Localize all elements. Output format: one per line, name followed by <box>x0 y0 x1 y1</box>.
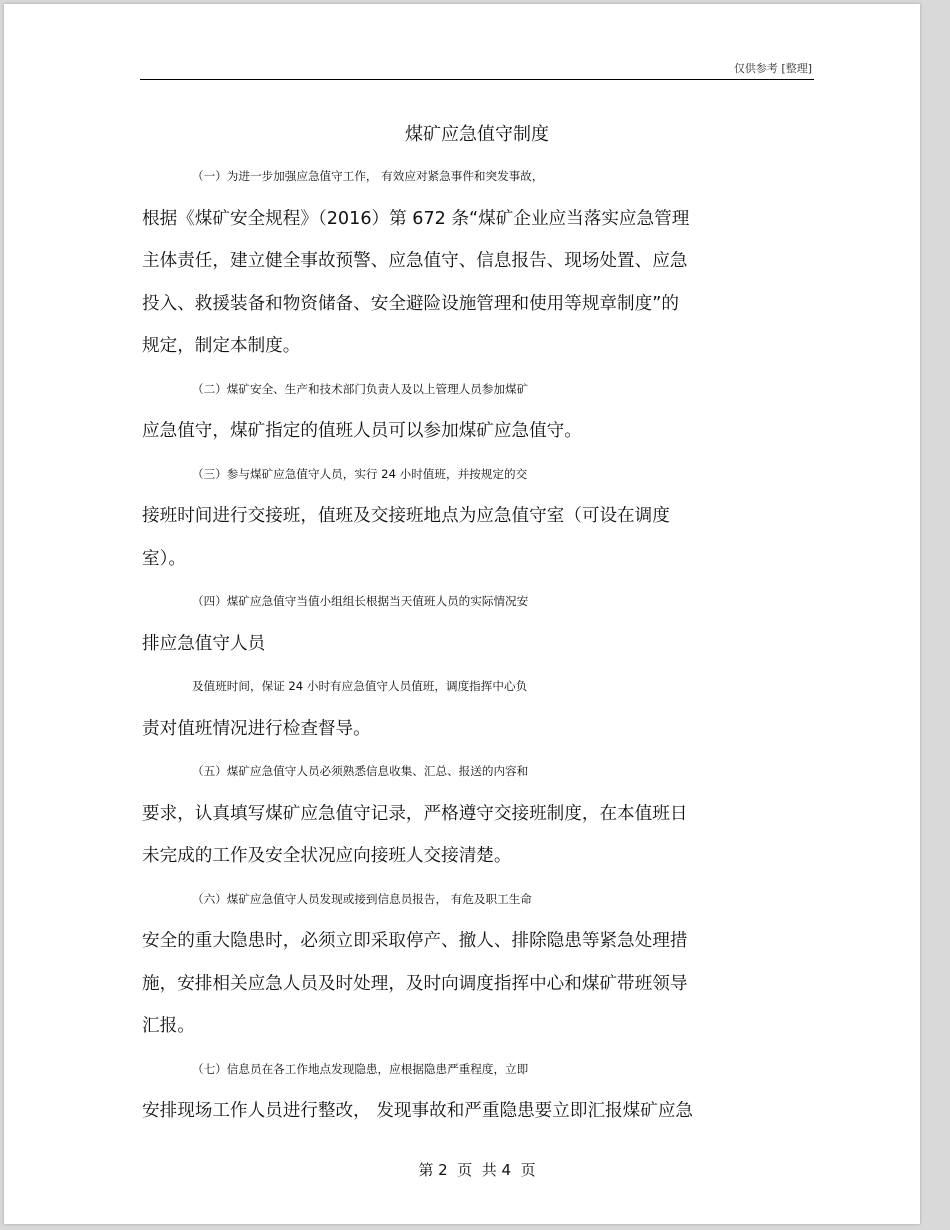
body-line: （三）参与煤矿应急值守人员，实行 24 小时值班，并按规定的交 <box>192 467 528 481</box>
body-line: 接班时间进行交接班，值班及交接班地点为应急值守室（可设在调度 <box>142 506 670 526</box>
body-line: （五）煤矿应急值守人员必须熟悉信息收集、汇总、报送的内容和 <box>192 764 529 778</box>
body-line: 汇报。 <box>142 1016 195 1036</box>
body-line: 施，安排相关应急人员及时处理，及时向调度指挥中心和煤矿带班领导 <box>142 974 688 994</box>
body-line: （六）煤矿应急值守人员发现或接到信息员报告， 有危及职工生命 <box>192 892 532 906</box>
body-line: 要求，认真填写煤矿应急值守记录，严格遵守交接班制度，在本值班日 <box>142 804 688 824</box>
body-line: （一）为进一步加强应急值守工作， 有效应对紧急事件和突发事故， <box>192 169 544 183</box>
body-line: （四）煤矿应急值守当值小组组长根据当天值班人员的实际情况安 <box>192 594 529 608</box>
body-line: 及值班时间，保证 24 小时有应急值守人员值班，调度指挥中心负 <box>192 679 528 693</box>
body-line: 应急值守，煤矿指定的值班人员可以参加煤矿应急值守。 <box>142 421 582 441</box>
page-number: 第 2 页 共 4 页 <box>418 1161 536 1179</box>
body-line: （七）信息员在各工作地点发现隐患，应根据隐患严重程度，立即 <box>192 1062 529 1076</box>
header-rule <box>140 79 814 80</box>
document-title: 煤矿应急值守制度 <box>405 124 549 145</box>
body-line: 规定，制定本制度。 <box>142 336 301 356</box>
body-line: 排应急值守人员 <box>142 634 266 654</box>
body-line: （二）煤矿安全、生产和技术部门负责人及以上管理人员参加煤矿 <box>192 382 529 396</box>
body-line: 室）。 <box>142 549 186 569</box>
body-line: 安全的重大隐患时，必须立即采取停产、撤人、排除隐患等紧急处理措 <box>142 931 688 951</box>
body-line: 未完成的工作及安全状况应向接班人交接清楚。 <box>142 846 512 866</box>
body-line: 责对值班情况进行检查督导。 <box>142 719 371 739</box>
body-line: 主体责任，建立健全事故预警、应急值守、信息报告、现场处置、应急 <box>142 251 688 271</box>
body-line: 安排现场工作人员进行整改， 发现事故和严重隐患要立即汇报煤矿应急 <box>142 1101 694 1121</box>
header-note: 仅供参考 [整理] <box>733 62 812 75</box>
body-line: 投入、救援装备和物资储备、安全避险设施管理和使用等规章制度”的 <box>142 294 679 314</box>
document-page <box>4 4 920 1224</box>
body-line: 根据《煤矿安全规程》（2016）第 672 条“煤矿企业应当落实应急管理 <box>142 209 690 229</box>
